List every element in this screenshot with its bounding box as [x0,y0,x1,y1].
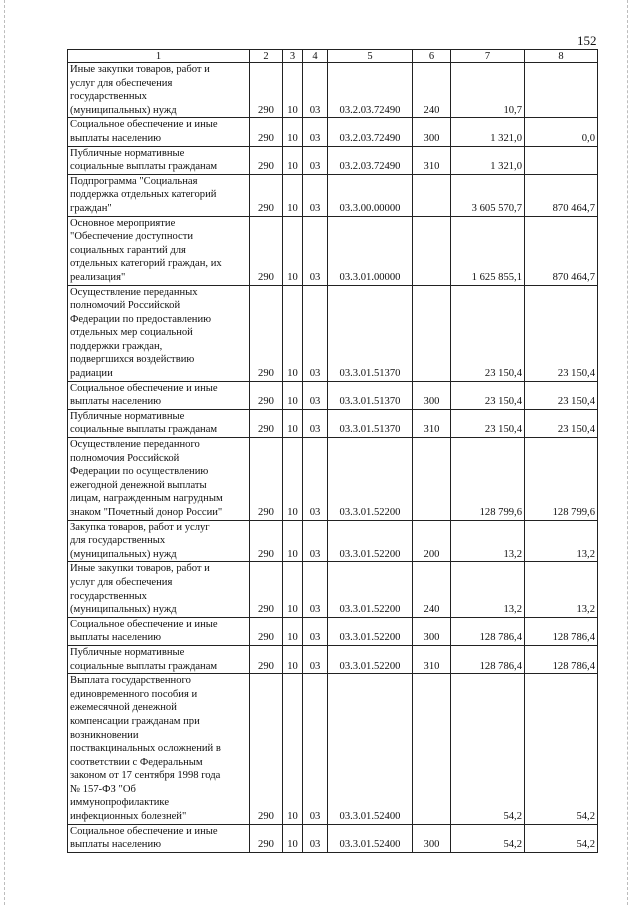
item-name: Социальное обеспечение и иные выплаты населению [68,617,250,645]
amount-col-7: 1 625 855,1 [451,216,525,285]
amount-col-7: 128 799,6 [451,438,525,521]
amount-col-8: 13,2 [525,562,598,617]
header-row [68,50,598,63]
item-name: Осуществление переданных полномочий Российской Федерации по предоставлению отдельных мер социальной поддержки граждан, подвергшихся воздействию радиации [68,285,250,381]
amount-col-8: 870 464,7 [525,174,598,216]
subsection-code: 03 [303,146,328,174]
amount-col-7: 1 321,0 [451,118,525,146]
section-code: 10 [283,285,303,381]
amount-col-7: 23 150,4 [451,285,525,381]
expense-type: 300 [413,824,451,852]
ministry-code: 290 [250,409,283,437]
amount-col-7: 3 605 570,7 [451,174,525,216]
header-col-7: 7 [451,50,525,63]
ministry-code: 290 [250,645,283,673]
header-col-5: 5 [328,50,413,63]
amount-col-7: 128 786,4 [451,617,525,645]
section-code: 10 [283,674,303,825]
ministry-code: 290 [250,285,283,381]
amount-col-7: 23 150,4 [451,409,525,437]
section-code: 10 [283,174,303,216]
subsection-code: 03 [303,438,328,521]
target-article: 03.3.01.51370 [328,381,413,409]
subsection-code: 03 [303,118,328,146]
expense-type [413,438,451,521]
header-col-1: 1 [68,50,250,63]
expense-type [413,285,451,381]
expense-type: 300 [413,617,451,645]
subsection-code: 03 [303,216,328,285]
scan-edge-right [627,0,628,905]
table-row [68,438,598,521]
subsection-code: 03 [303,174,328,216]
header-col-8: 8 [525,50,598,63]
header-col-6: 6 [413,50,451,63]
ministry-code: 290 [250,216,283,285]
target-article: 03.3.00.00000 [328,174,413,216]
ministry-code: 290 [250,174,283,216]
item-name: Социальное обеспечение и иные выплаты населению [68,824,250,852]
ministry-code: 290 [250,381,283,409]
ministry-code: 290 [250,674,283,825]
amount-col-7: 128 786,4 [451,645,525,673]
table-row [68,118,598,146]
ministry-code: 290 [250,520,283,562]
ministry-code: 290 [250,824,283,852]
amount-col-8: 54,2 [525,674,598,825]
expense-type [413,174,451,216]
subsection-code: 03 [303,824,328,852]
section-code: 10 [283,216,303,285]
target-article: 03.2.03.72490 [328,118,413,146]
amount-col-8: 128 799,6 [525,438,598,521]
expense-type: 300 [413,118,451,146]
item-name: Осуществление переданного полномочия Российской Федерации по осуществлению ежегодной денежной выплаты лицам, награжденным нагрудным знаком "Почетный донор России" [68,438,250,521]
item-name: Иные закупки товаров, работ и услуг для обеспечения государственных (муниципальных) нужд [68,562,250,617]
ministry-code: 290 [250,118,283,146]
amount-col-8 [525,146,598,174]
amount-col-8: 870 464,7 [525,216,598,285]
expense-type: 310 [413,645,451,673]
amount-col-8: 13,2 [525,520,598,562]
table-row [68,63,598,118]
subsection-code: 03 [303,674,328,825]
amount-col-7: 13,2 [451,562,525,617]
item-name: Социальное обеспечение и иные выплаты населению [68,381,250,409]
table-row [68,645,598,673]
target-article: 03.3.01.52200 [328,617,413,645]
target-article: 03.3.01.52400 [328,824,413,852]
target-article: 03.3.01.52400 [328,674,413,825]
item-name: Иные закупки товаров, работ и услуг для обеспечения государственных (муниципальных) нужд [68,63,250,118]
target-article: 03.3.01.52200 [328,520,413,562]
expense-type: 240 [413,63,451,118]
expense-type [413,674,451,825]
amount-col-8: 54,2 [525,824,598,852]
amount-col-7: 23 150,4 [451,381,525,409]
page-number: 152 [577,33,597,48]
table-row [68,409,598,437]
subsection-code: 03 [303,562,328,617]
target-article: 03.2.03.72490 [328,63,413,118]
section-code: 10 [283,562,303,617]
section-code: 10 [283,520,303,562]
item-name: Выплата государственного единовременного пособия и ежемесячной денежной компенсации гражданам при возникновении поствакцинальных осложнений в соответствии с Федеральным законом от 17 сентября 1998 года № 157-ФЗ "Об иммунопрофилактике инфекционных болезней" [68,674,250,825]
header-col-2: 2 [250,50,283,63]
section-code: 10 [283,617,303,645]
expense-type: 310 [413,146,451,174]
amount-col-7: 10,7 [451,63,525,118]
item-name: Социальное обеспечение и иные выплаты населению [68,118,250,146]
table-row [68,562,598,617]
amount-col-8: 23 150,4 [525,381,598,409]
subsection-code: 03 [303,520,328,562]
budget-table [67,49,598,853]
section-code: 10 [283,645,303,673]
target-article: 03.3.01.00000 [328,216,413,285]
target-article: 03.3.01.51370 [328,409,413,437]
table-row [68,674,598,825]
table-row [68,285,598,381]
expense-type: 200 [413,520,451,562]
section-code: 10 [283,146,303,174]
expense-type: 310 [413,409,451,437]
amount-col-7: 54,2 [451,824,525,852]
target-article: 03.2.03.72490 [328,146,413,174]
ministry-code: 290 [250,146,283,174]
item-name: Публичные нормативные социальные выплаты гражданам [68,146,250,174]
subsection-code: 03 [303,645,328,673]
table-row [68,216,598,285]
amount-col-7: 54,2 [451,674,525,825]
table-row [68,146,598,174]
scan-edge-left [4,0,5,905]
section-code: 10 [283,438,303,521]
amount-col-8 [525,63,598,118]
amount-col-8: 0,0 [525,118,598,146]
table-row [68,617,598,645]
amount-col-7: 13,2 [451,520,525,562]
table-row [68,174,598,216]
target-article: 03.3.01.52200 [328,645,413,673]
table-row [68,520,598,562]
ministry-code: 290 [250,617,283,645]
subsection-code: 03 [303,285,328,381]
expense-type: 240 [413,562,451,617]
amount-col-8: 23 150,4 [525,285,598,381]
table-row [68,381,598,409]
target-article: 03.3.01.52200 [328,562,413,617]
section-code: 10 [283,409,303,437]
subsection-code: 03 [303,409,328,437]
target-article: 03.3.01.51370 [328,285,413,381]
expense-type [413,216,451,285]
subsection-code: 03 [303,63,328,118]
table-body [68,63,598,853]
target-article: 03.3.01.52200 [328,438,413,521]
section-code: 10 [283,63,303,118]
ministry-code: 290 [250,63,283,118]
ministry-code: 290 [250,562,283,617]
header-col-3: 3 [283,50,303,63]
section-code: 10 [283,381,303,409]
section-code: 10 [283,824,303,852]
ministry-code: 290 [250,438,283,521]
header-col-4: 4 [303,50,328,63]
item-name: Подпрограмма "Социальная поддержка отдельных категорий граждан" [68,174,250,216]
item-name: Публичные нормативные социальные выплаты гражданам [68,645,250,673]
amount-col-8: 23 150,4 [525,409,598,437]
item-name: Закупка товаров, работ и услуг для государственных (муниципальных) нужд [68,520,250,562]
amount-col-8: 128 786,4 [525,645,598,673]
table-row [68,824,598,852]
expense-type: 300 [413,381,451,409]
section-code: 10 [283,118,303,146]
subsection-code: 03 [303,381,328,409]
amount-col-7: 1 321,0 [451,146,525,174]
subsection-code: 03 [303,617,328,645]
item-name: Основное мероприятие "Обеспечение доступности социальных гарантий для отдельных категорий граждан, их реализация" [68,216,250,285]
amount-col-8: 128 786,4 [525,617,598,645]
item-name: Публичные нормативные социальные выплаты гражданам [68,409,250,437]
